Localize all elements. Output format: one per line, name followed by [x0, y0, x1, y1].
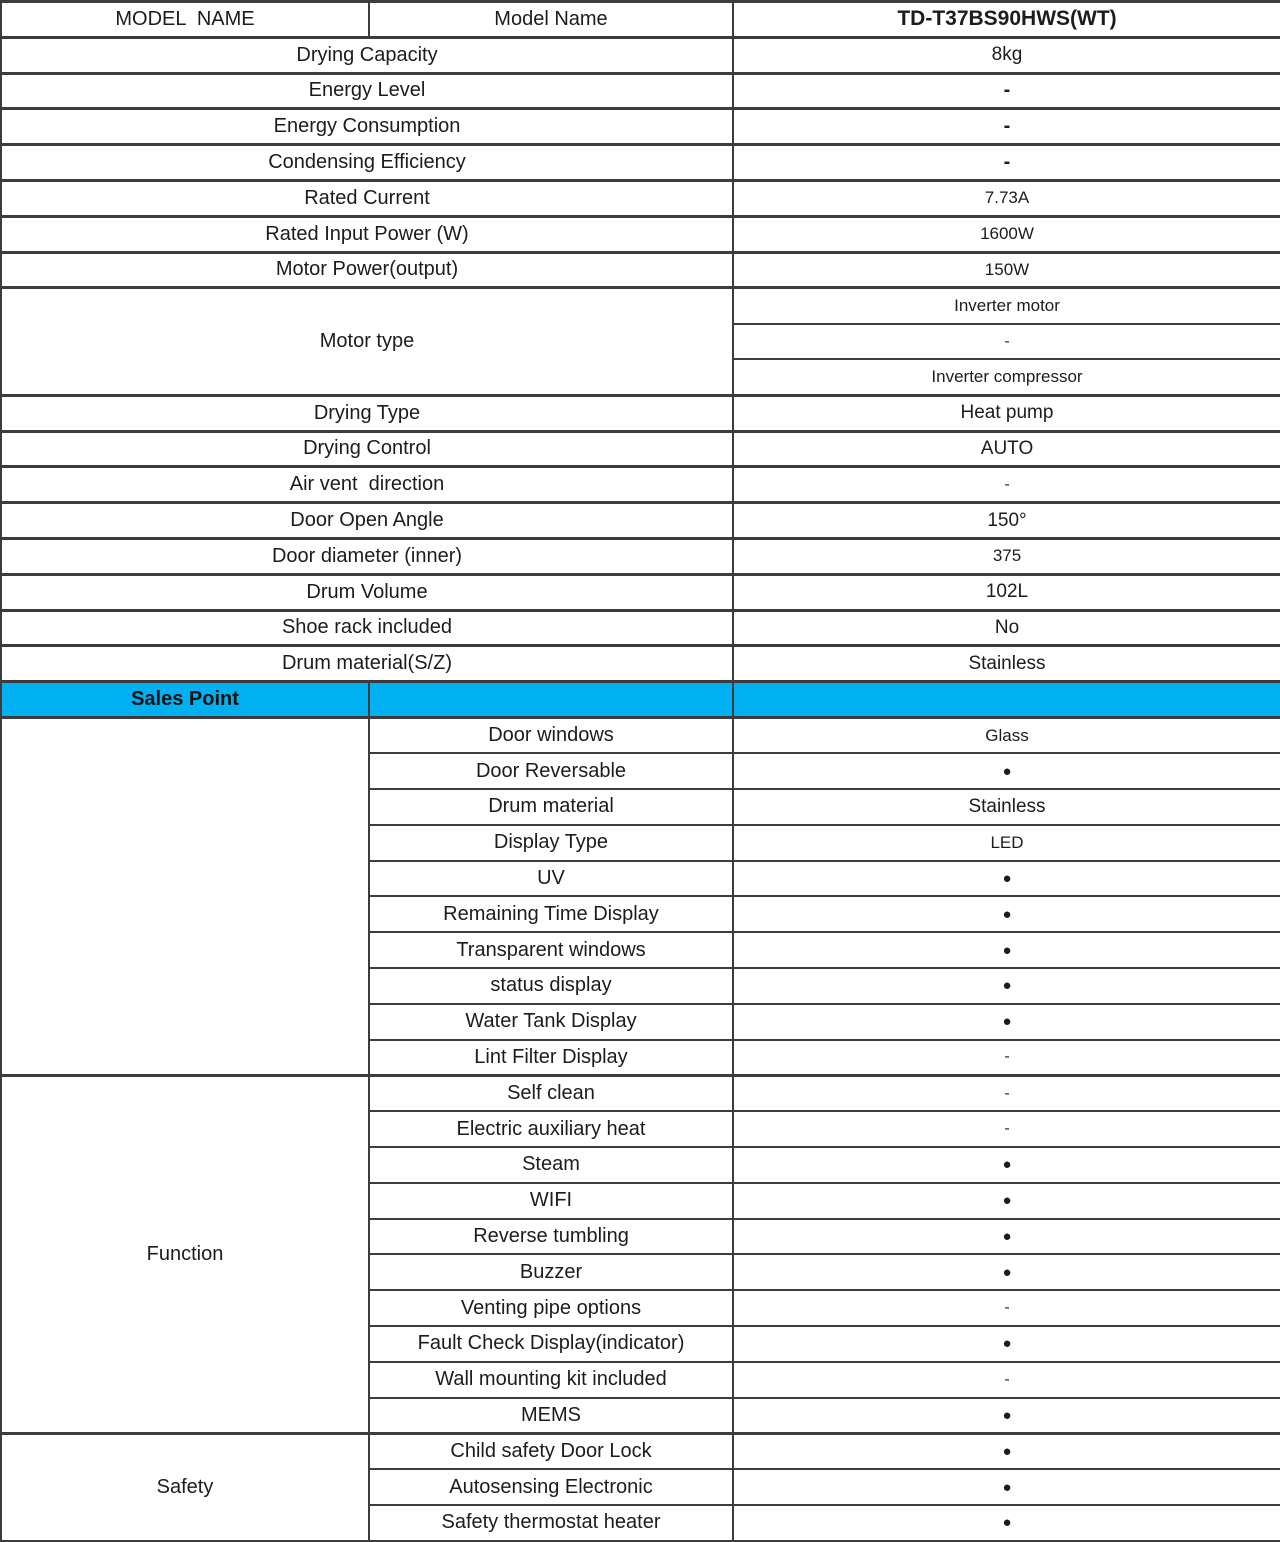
sales-point-spacer-cell	[733, 682, 1280, 718]
spec-value-cell: 7.73A	[733, 180, 1280, 216]
feature-value-cell: LED	[733, 825, 1280, 861]
spec-label-cell: Door Open Angle	[1, 503, 733, 539]
feature-label-cell: Reverse tumbling	[369, 1219, 733, 1255]
feature-value-cell-dot: ●	[733, 1254, 1280, 1290]
group-label-cell	[1, 717, 369, 1075]
spec-value-cell: 1600W	[733, 216, 1280, 252]
sales-point-header-cell: Sales Point	[1, 682, 369, 718]
spec-label-cell: Motor Power(output)	[1, 252, 733, 288]
spec-label-cell: Drying Type	[1, 395, 733, 431]
feature-value-cell-dot: ●	[733, 1505, 1280, 1541]
spec-value-cell: Stainless	[733, 646, 1280, 682]
spec-label-cell: Drum Volume	[1, 574, 733, 610]
spec-value-cell: -	[733, 467, 1280, 503]
feature-label-cell: Water Tank Display	[369, 1004, 733, 1040]
feature-value-cell-dot: ●	[733, 968, 1280, 1004]
group-label-cell: Function	[1, 1075, 369, 1433]
feature-value-cell: -	[733, 1290, 1280, 1326]
feature-value-cell-dot: ●	[733, 1004, 1280, 1040]
model-name-cell: Model Name	[369, 2, 733, 38]
spec-value-cell: No	[733, 610, 1280, 646]
spec-subvalue-cell: -	[733, 324, 1280, 360]
feature-value-cell-dot: ●	[733, 753, 1280, 789]
spec-label-cell: Air vent direction	[1, 467, 733, 503]
feature-label-cell: Wall mounting kit included	[369, 1362, 733, 1398]
feature-label-cell: Transparent windows	[369, 932, 733, 968]
feature-label-cell: Self clean	[369, 1075, 733, 1111]
feature-label-cell: Drum material	[369, 789, 733, 825]
spec-value-cell: -	[733, 109, 1280, 145]
spec-label-cell: Drum material(S/Z)	[1, 646, 733, 682]
model-code-cell: TD-T37BS90HWS(WT)	[733, 2, 1280, 38]
feature-value-cell: -	[733, 1075, 1280, 1111]
feature-value-cell-dot: ●	[733, 861, 1280, 897]
spec-label-cell: Drying Capacity	[1, 37, 733, 73]
feature-label-cell: Venting pipe options	[369, 1290, 733, 1326]
spec-value-cell: 150W	[733, 252, 1280, 288]
feature-value-cell: Stainless	[733, 789, 1280, 825]
spec-label-cell: Energy Level	[1, 73, 733, 109]
feature-value-cell: -	[733, 1040, 1280, 1076]
spec-subvalue-cell: Inverter motor	[733, 288, 1280, 324]
spec-value-cell: 375	[733, 538, 1280, 574]
feature-label-cell: Autosensing Electronic	[369, 1469, 733, 1505]
feature-label-cell: Lint Filter Display	[369, 1040, 733, 1076]
feature-value-cell-dot: ●	[733, 932, 1280, 968]
feature-label-cell: Electric auxiliary heat	[369, 1111, 733, 1147]
spec-subvalue-cell: Inverter compressor	[733, 359, 1280, 395]
spec-label-cell: Motor type	[1, 288, 733, 395]
spec-label-cell: Shoe rack included	[1, 610, 733, 646]
spec-value-cell: -	[733, 145, 1280, 181]
feature-label-cell: Door Reversable	[369, 753, 733, 789]
feature-label-cell: Remaining Time Display	[369, 896, 733, 932]
feature-value-cell-dot: ●	[733, 1398, 1280, 1434]
feature-label-cell: UV	[369, 861, 733, 897]
spec-label-cell: Drying Control	[1, 431, 733, 467]
feature-value-cell: -	[733, 1362, 1280, 1398]
spec-value-cell: 8kg	[733, 37, 1280, 73]
feature-label-cell: Child safety Door Lock	[369, 1433, 733, 1469]
feature-value-cell-dot: ●	[733, 1469, 1280, 1505]
spec-value-cell: -	[733, 73, 1280, 109]
spec-label-cell: Door diameter (inner)	[1, 538, 733, 574]
feature-value-cell: -	[733, 1111, 1280, 1147]
sales-point-spacer-cell	[369, 682, 733, 718]
feature-value-cell-dot: ●	[733, 896, 1280, 932]
feature-value-cell-dot: ●	[733, 1147, 1280, 1183]
spec-label-cell: Condensing Efficiency	[1, 145, 733, 181]
spec-label-cell: Rated Input Power (W)	[1, 216, 733, 252]
spec-value-cell: Heat pump	[733, 395, 1280, 431]
spec-value-cell: 150°	[733, 503, 1280, 539]
feature-label-cell: status display	[369, 968, 733, 1004]
feature-value-cell-dot: ●	[733, 1219, 1280, 1255]
feature-value-cell-dot: ●	[733, 1326, 1280, 1362]
feature-label-cell: Safety thermostat heater	[369, 1505, 733, 1541]
model-name-header-cell: MODEL NAME	[1, 2, 369, 38]
feature-value-cell-dot: ●	[733, 1183, 1280, 1219]
feature-label-cell: Steam	[369, 1147, 733, 1183]
feature-label-cell: MEMS	[369, 1398, 733, 1434]
spec-label-cell: Energy Consumption	[1, 109, 733, 145]
spec-label-cell: Rated Current	[1, 180, 733, 216]
feature-label-cell: Fault Check Display(indicator)	[369, 1326, 733, 1362]
feature-label-cell: WIFI	[369, 1183, 733, 1219]
feature-label-cell: Door windows	[369, 717, 733, 753]
feature-label-cell: Buzzer	[369, 1254, 733, 1290]
feature-value-cell-dot: ●	[733, 1433, 1280, 1469]
group-label-cell: Safety	[1, 1433, 369, 1540]
feature-label-cell: Display Type	[369, 825, 733, 861]
feature-value-cell: Glass	[733, 717, 1280, 753]
spec-value-cell: 102L	[733, 574, 1280, 610]
spec-value-cell: AUTO	[733, 431, 1280, 467]
